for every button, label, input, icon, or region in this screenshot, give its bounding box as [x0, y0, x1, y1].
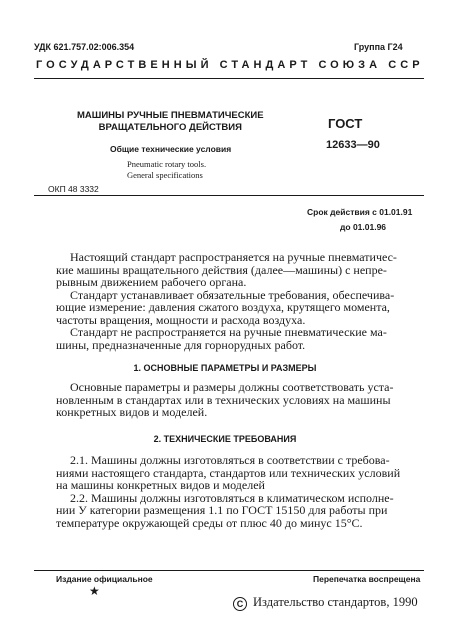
intro-line: Стандарт не распространяется на ручные пневматические ма- — [70, 325, 387, 339]
top-divider — [34, 78, 424, 79]
reprint-prohibited-label: Перепечатка воспрещена — [313, 574, 421, 584]
english-title — [127, 159, 206, 181]
section-2-heading: 2. ТЕХНИЧЕСКИЕ ТРЕБОВАНИЯ — [153, 434, 297, 444]
intro-paragraphs — [56, 251, 424, 351]
document-title — [77, 110, 264, 134]
english-title-line-1: Pneumatic rotary tools. — [127, 159, 207, 169]
intro-line: рывным движением рабочего органа. — [56, 275, 247, 289]
english-title-line-2: General specifications — [127, 170, 203, 180]
copyright-line — [233, 595, 418, 611]
gost-number: 12633—90 — [326, 139, 380, 151]
copyright-icon: С — [233, 597, 247, 611]
middle-divider — [34, 195, 424, 196]
section-2-line: 2.2. Машины должны изготовляться в климатическом исполне- — [70, 490, 394, 505]
intro-line: шины, предназначенные для горнорудных работ. — [56, 337, 306, 352]
intro-line: частоты вращения, мощности и расхода воздуха. — [56, 312, 306, 327]
validity-to: до 01.01.96 — [340, 222, 387, 232]
section-1-line: Основные параметры и размеры должны соответствовать уста- — [70, 380, 394, 394]
section-1-line: конкретных видов и моделей. — [56, 405, 208, 419]
intro-line: Стандарт устанавливает обязательные требования, обеспечива- — [70, 287, 395, 302]
section-2-line: температуре окружающей среды от плюс 40 до минус 15°С. — [56, 515, 363, 530]
section-2-line: нии У категории размещения 1.1 по ГОСТ 15150 для работы при — [56, 503, 388, 517]
title-line-1: МАШИНЫ РУЧНЫЕ ПНЕВМАТИЧЕСКИЕ — [77, 110, 264, 121]
intro-line: ющие измерение: давления сжатого воздуха, крутящего момента, — [56, 300, 390, 314]
state-standard-heading: ГОСУДАРСТВЕННЫЙ СТАНДАРТ СОЮЗА ССР — [36, 59, 424, 71]
section-2-line: 2.1. Машины должны изготовляться в соответствии с требова- — [70, 453, 390, 467]
validity-from: Срок действия с 01.01.91 — [307, 207, 413, 217]
section-2-body — [56, 454, 424, 529]
bottom-divider — [34, 570, 424, 571]
intro-line: кие машины вращательного действия (далее—машины) с непре- — [56, 262, 387, 277]
title-line-2: ВРАЩАТЕЛЬНОГО ДЕЙСТВИЯ — [98, 122, 242, 133]
star-icon: ★ — [89, 584, 100, 598]
copyright-text: Издательство стандартов, 1990 — [253, 595, 418, 609]
intro-line: Настоящий стандарт распространяется на ручные пневматичес- — [70, 250, 397, 264]
udk-code: УДК 621.757.02:006.354 — [34, 42, 135, 52]
group-code: Группа Г24 — [354, 42, 403, 52]
okp-code: ОКП 48 3332 — [48, 184, 99, 194]
gost-label: ГОСТ — [328, 116, 363, 131]
official-edition-label: Издание официальное — [56, 574, 153, 584]
section-1-line: новленным в стандартах или в технических условиях на машины — [56, 392, 391, 407]
section-1-heading: 1. ОСНОВНЫЕ ПАРАМЕТРЫ И РАЗМЕРЫ — [133, 363, 317, 373]
section-1-body — [56, 381, 424, 419]
section-2-line: ниями настоящего стандарта, стандартов или технических условий — [56, 465, 401, 480]
section-2-line: на машины конкретных видов и моделей — [56, 478, 265, 492]
document-subtitle: Общие технические условия — [110, 144, 232, 154]
